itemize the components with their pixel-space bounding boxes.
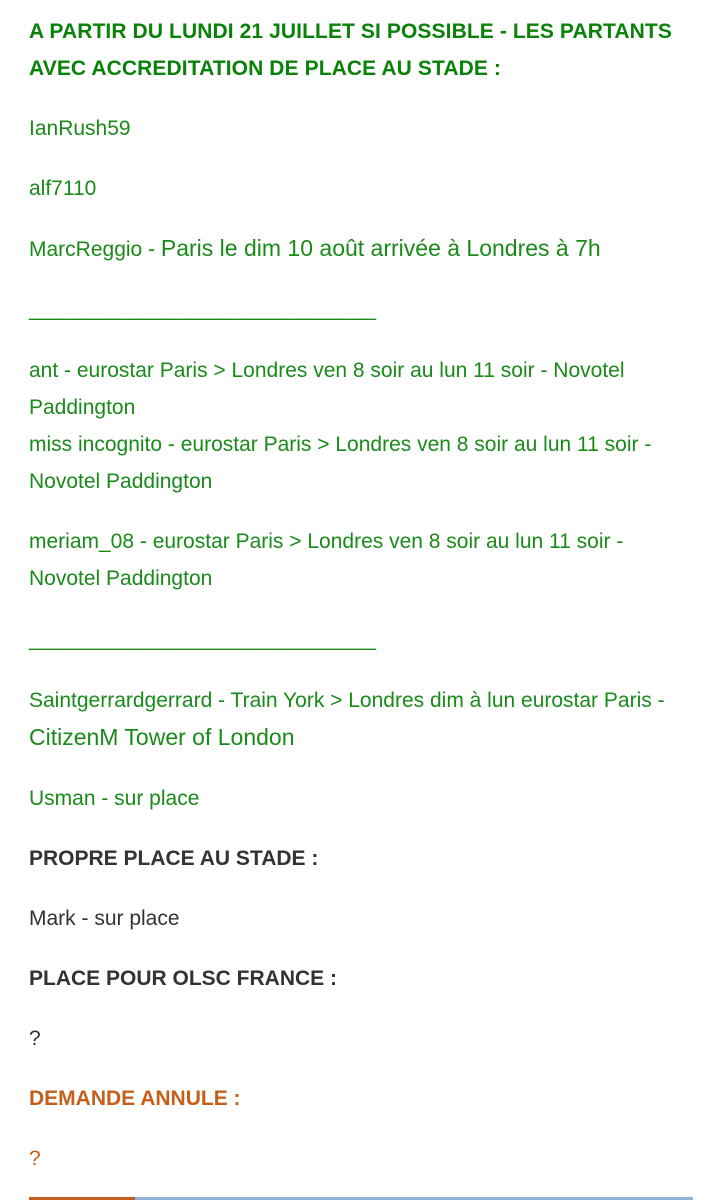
participant-meriam-08: meriam_08 - eurostar Paris > Londres ven 8 soir au lun 11 soir - Novotel Paddington [29, 530, 624, 590]
section-heading-accredited: A PARTIR DU LUNDI 21 JUILLET SI POSSIBLE - LES PARTANTS AVEC ACCREDITATION DE PLACE AU STADE : [29, 20, 672, 80]
olsc-place-entry: ? [29, 1027, 41, 1050]
section-heading-olsc-place: PLACE POUR OLSC FRANCE : [29, 967, 338, 990]
participant-hotel: CitizenM Tower of London [29, 724, 295, 750]
section-heading-cancelled: DEMANDE ANNULE : [29, 1087, 241, 1110]
participant-travel-detail: Saintgerrardgerrard - Train York > Londres dim à lun eurostar Paris - [29, 689, 665, 712]
participant-saintgerrardgerrard [29, 682, 697, 757]
participant-travel-detail: Paris le dim 10 août arrivée à Londres à 7h [160, 235, 601, 261]
participant-usman: Usman - sur place [29, 787, 200, 810]
participant-marcreggio [29, 230, 697, 268]
own-place-entry: Mark - sur place [29, 907, 180, 930]
separator-line: _______________________________ [29, 298, 376, 321]
participant-ant: ant - eurostar Paris > Londres ven 8 soir au lun 11 soir - Novotel Paddington [29, 359, 625, 419]
participant-name: MarcReggio - [29, 238, 161, 261]
participant-miss-incognito: miss incognito - eurostar Paris > Londres ven 8 soir au lun 11 soir - Novotel Paddington [29, 433, 652, 493]
participant-ianrush59: IanRush59 [29, 117, 131, 140]
cancelled-entry: ? [29, 1147, 41, 1170]
section-heading-own-place: PROPRE PLACE AU STADE : [29, 847, 319, 870]
message-content [29, 13, 697, 1177]
participant-alf7110: alf7110 [29, 177, 97, 200]
separator-line: _______________________________ [29, 628, 376, 651]
